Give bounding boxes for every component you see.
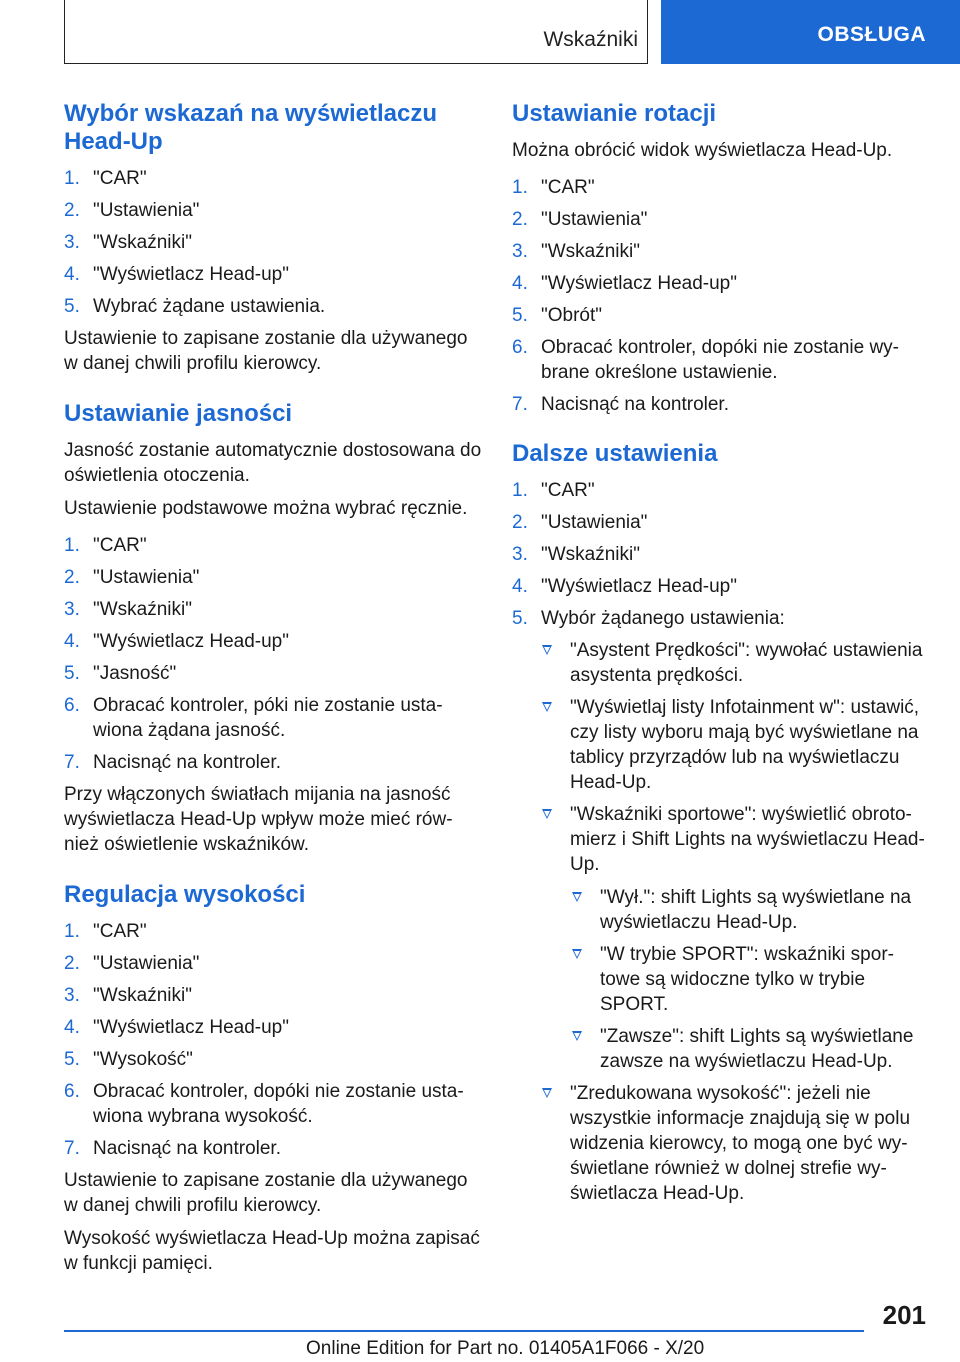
step-number: 2. <box>64 567 80 588</box>
list-item <box>64 1047 484 1072</box>
triangle-bullet-icon <box>542 702 552 712</box>
step-number: 3. <box>64 985 80 1006</box>
step-number: 4. <box>512 576 528 597</box>
list-item <box>512 271 932 296</box>
section-title: Wybór wskazań na wyświetlaczu Head-Up <box>64 100 438 155</box>
list-item <box>64 533 484 558</box>
step-number: 3. <box>512 241 528 262</box>
step-text: Wybrać żądane ustawienia. <box>93 296 326 317</box>
bullet-text: "Zredukowana wysokość": jeżeli nie wszystkie informacje znajdują się w polu widzenia kierowcy, to mogą one być wy-świetlane również w dolnej strefie wy-świetlacza Head-Up. <box>570 1083 911 1204</box>
step-text: Obracać kontroler, dopóki nie zostanie wy-brane określone ustawienie. <box>541 337 900 383</box>
section-brightness <box>64 400 484 857</box>
step-text: "Wyświetlacz Head-up" <box>93 631 289 652</box>
paragraph: Jasność zostanie automatycznie dostosowana do oświetlenia otoczenia. <box>64 440 482 486</box>
left-column <box>64 100 484 1284</box>
list-item <box>512 478 932 503</box>
bullet-item <box>541 1081 932 1206</box>
step-text: Nacisnąć na kontroler. <box>93 1138 281 1159</box>
steps-list <box>512 478 932 631</box>
paragraph: Można obrócić widok wyświetlacza Head-Up. <box>512 140 893 161</box>
list-item <box>512 542 932 567</box>
step-number: 1. <box>512 177 528 198</box>
list-item <box>64 565 484 590</box>
triangle-bullet-icon <box>572 949 582 959</box>
page-number: 201 <box>882 1300 926 1330</box>
step-number: 2. <box>64 953 80 974</box>
sub-bullet-item <box>571 885 932 935</box>
list-item <box>64 1136 484 1161</box>
step-number: 3. <box>64 232 80 253</box>
bullet-text: "Zawsze": shift Lights są wyświetlane zawsze na wyświetlaczu Head-Up. <box>600 1026 914 1072</box>
step-number: 2. <box>64 200 80 221</box>
steps-list <box>512 175 932 417</box>
list-item <box>512 303 932 328</box>
step-text: "Obrót" <box>541 305 603 326</box>
step-number: 5. <box>64 663 80 684</box>
section-title: Ustawianie rotacji <box>512 100 717 127</box>
step-text: "Wskaźniki" <box>93 232 192 253</box>
list-item <box>64 629 484 654</box>
steps-list <box>64 166 484 319</box>
list-item <box>64 262 484 287</box>
section-height <box>64 881 484 1276</box>
step-number: 5. <box>512 305 528 326</box>
paragraph: Wysokość wyświetlacza Head-Up można zapisać w funkcji pamięci. <box>64 1228 480 1274</box>
paragraph: Ustawienie to zapisane zostanie dla używanego w danej chwili profilu kierowcy. <box>64 328 468 374</box>
step-number: 6. <box>64 695 80 716</box>
step-number: 2. <box>512 209 528 230</box>
step-number: 3. <box>64 599 80 620</box>
step-text: "Wyświetlacz Head-up" <box>541 576 737 597</box>
step-text: "CAR" <box>93 168 147 189</box>
step-text: "Ustawienia" <box>93 953 200 974</box>
step-text: Obracać kontroler, dopóki nie zostanie usta-wiona wybrana wysokość. <box>93 1081 464 1127</box>
list-item <box>64 230 484 255</box>
step-text: "Ustawienia" <box>541 209 648 230</box>
step-text: "Wskaźniki" <box>541 241 640 262</box>
paragraph: Ustawienie podstawowe można wybrać ręcznie. <box>64 498 468 519</box>
step-text: "Ustawienia" <box>93 200 200 221</box>
step-number: 5. <box>64 1049 80 1070</box>
step-text: "Wyświetlacz Head-up" <box>93 1017 289 1038</box>
step-number: 3. <box>512 544 528 565</box>
list-item <box>512 392 932 417</box>
footer-edition-text: Online Edition for Part no. 01405A1F066 - X/20 <box>306 1338 705 1359</box>
step-number: 4. <box>64 631 80 652</box>
step-number: 2. <box>512 512 528 533</box>
step-text: "Wskaźniki" <box>541 544 640 565</box>
steps-list <box>64 919 484 1161</box>
list-item <box>64 661 484 686</box>
list-item <box>64 983 484 1008</box>
triangle-bullet-icon <box>572 1031 582 1041</box>
step-text: "Wyświetlacz Head-up" <box>541 273 737 294</box>
step-number: 4. <box>512 273 528 294</box>
list-item <box>64 951 484 976</box>
step-number: 5. <box>64 296 80 317</box>
header-chapter-tab <box>661 0 960 64</box>
sub-bullet-item <box>571 942 932 1017</box>
header-section-title: Wskaźniki <box>543 28 638 51</box>
step-number: 5. <box>512 608 528 629</box>
bullet-text: "Wyświetlaj listy Infotainment w": ustawić, czy listy wyboru mają być wyświetlane na tablicy przyrządów lub na wyświetlaczu Head-Up. <box>570 697 920 793</box>
step-text: "CAR" <box>541 480 595 501</box>
bullet-text: "Wył.": shift Lights są wyświetlane na wyświetlaczu Head-Up. <box>600 887 912 933</box>
step-number: 1. <box>64 921 80 942</box>
triangle-bullet-icon <box>542 1088 552 1098</box>
section-title: Dalsze ustawienia <box>512 440 718 467</box>
right-column <box>512 100 932 1213</box>
step-number: 1. <box>64 535 80 556</box>
list-item <box>64 750 484 775</box>
list-item <box>64 1079 484 1129</box>
list-item <box>512 574 932 599</box>
bullet-item <box>541 802 932 1074</box>
bullet-list <box>512 638 932 1206</box>
step-text: Nacisnąć na kontroler. <box>93 752 281 773</box>
bullet-item <box>541 695 932 795</box>
list-item <box>512 335 932 385</box>
list-item <box>64 294 484 319</box>
step-text: "Jasność" <box>93 663 177 684</box>
list-item <box>512 207 932 232</box>
step-number: 7. <box>512 394 528 415</box>
triangle-bullet-icon <box>542 645 552 655</box>
list-item <box>512 606 932 631</box>
list-item <box>512 510 932 535</box>
list-item <box>64 597 484 622</box>
list-item <box>64 1015 484 1040</box>
section-title: Ustawianie jasności <box>64 400 293 427</box>
section-rotation <box>512 100 932 417</box>
step-text: "Ustawienia" <box>541 512 648 533</box>
section-further-settings <box>512 440 932 1206</box>
step-text: "CAR" <box>93 921 147 942</box>
step-text: "Wskaźniki" <box>93 599 192 620</box>
step-text: "Wysokość" <box>93 1049 193 1070</box>
list-item <box>64 693 484 743</box>
sub-bullet-list <box>570 885 932 1074</box>
step-number: 6. <box>512 337 528 358</box>
section-title: Regulacja wysokości <box>64 881 306 908</box>
step-number: 6. <box>64 1081 80 1102</box>
list-item <box>512 175 932 200</box>
bullet-text: "W trybie SPORT": wskaźniki spor-towe są widoczne tylko w trybie SPORT. <box>600 944 894 1015</box>
step-number: 4. <box>64 264 80 285</box>
step-number: 1. <box>64 168 80 189</box>
step-text: Nacisnąć na kontroler. <box>541 394 729 415</box>
bullet-text: "Asystent Prędkości": wywołać ustawienia asystenta prędkości. <box>570 640 923 686</box>
list-item <box>512 239 932 264</box>
step-number: 7. <box>64 752 80 773</box>
paragraph: Przy włączonych światłach mijania na jasność wyświetlacza Head-Up wpływ może mieć rów-nież oświetlenie wskaźników. <box>64 784 453 855</box>
section-head-up-selection <box>64 100 484 376</box>
step-number: 7. <box>64 1138 80 1159</box>
step-text: Wybór żądanego ustawienia: <box>541 608 785 629</box>
step-number: 4. <box>64 1017 80 1038</box>
steps-list <box>64 533 484 775</box>
paragraph: Ustawienie to zapisane zostanie dla używanego w danej chwili profilu kierowcy. <box>64 1170 468 1216</box>
step-text: Obracać kontroler, póki nie zostanie usta-wiona żądana jasność. <box>93 695 443 741</box>
step-number: 1. <box>512 480 528 501</box>
bullet-text: "Wskaźniki sportowe": wyświetlić obroto-mierz i Shift Lights na wyświetlaczu Head-Up. <box>570 804 925 875</box>
bullet-item <box>541 638 932 688</box>
sub-bullet-item <box>571 1024 932 1074</box>
triangle-bullet-icon <box>572 892 582 902</box>
footer-divider <box>64 1330 864 1332</box>
step-text: "CAR" <box>93 535 147 556</box>
step-text: "CAR" <box>541 177 595 198</box>
step-text: "Wskaźniki" <box>93 985 192 1006</box>
list-item <box>64 166 484 191</box>
step-text: "Ustawienia" <box>93 567 200 588</box>
triangle-bullet-icon <box>542 809 552 819</box>
header-chapter-label: OBSŁUGA <box>817 23 926 46</box>
step-text: "Wyświetlacz Head-up" <box>93 264 289 285</box>
list-item <box>64 919 484 944</box>
list-item <box>64 198 484 223</box>
